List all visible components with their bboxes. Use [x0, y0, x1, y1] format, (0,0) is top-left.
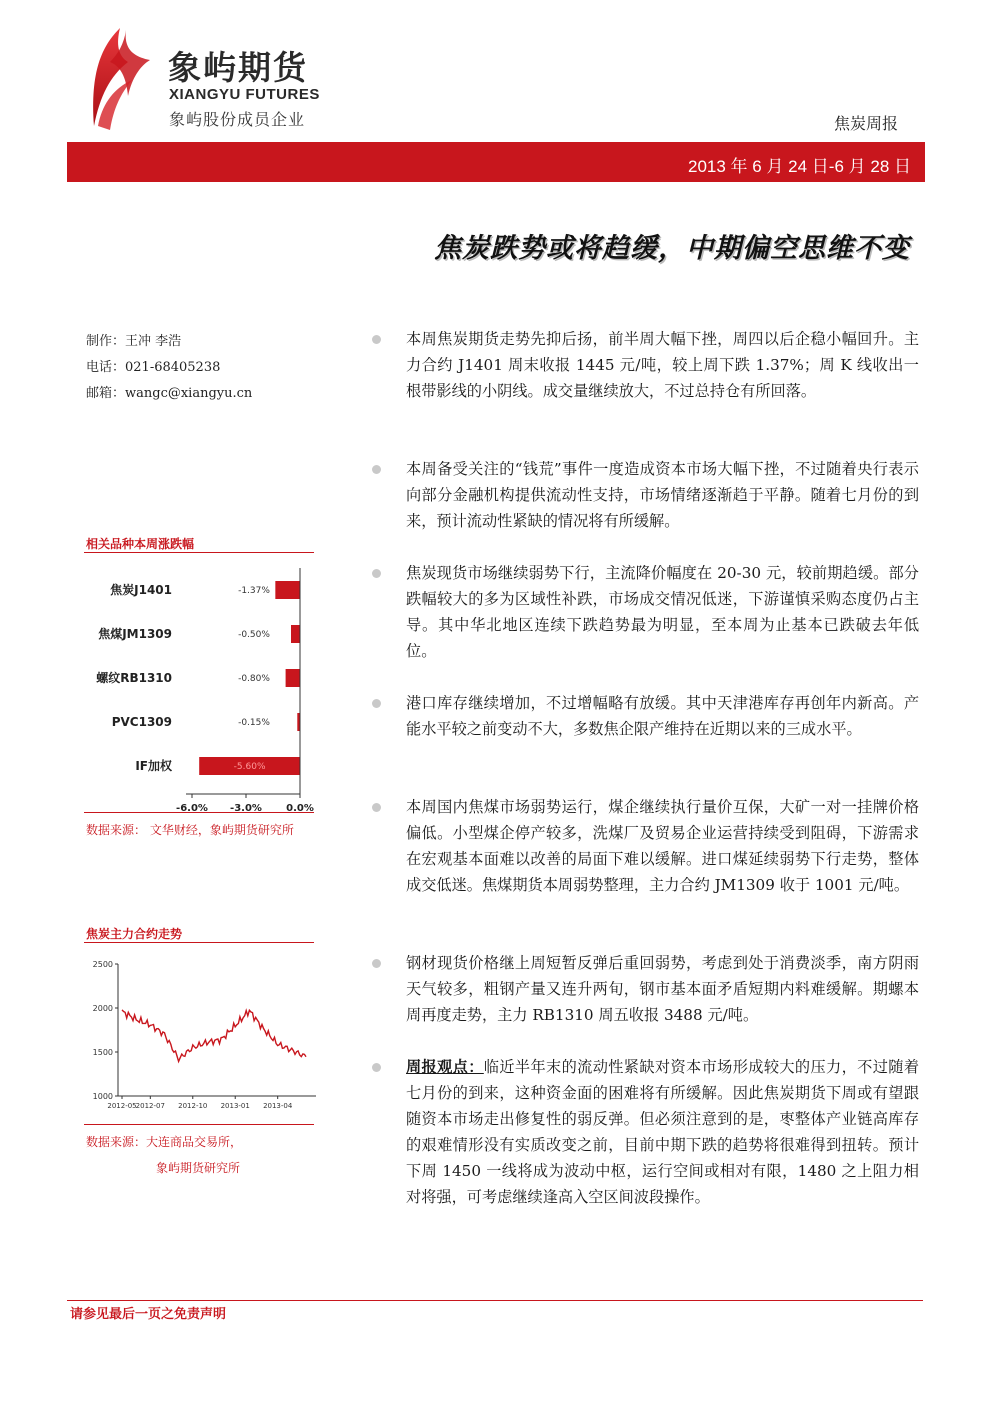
section-divider: [84, 1124, 314, 1125]
bullet-icon: [372, 803, 381, 812]
footer-divider: [67, 1300, 923, 1301]
logo-subtitle: 象屿股份成员企业: [169, 110, 306, 129]
section-divider: [84, 942, 314, 943]
category-label: IF加权: [135, 759, 172, 773]
data-label: -5.60%: [233, 762, 266, 772]
data-label: -0.80%: [238, 674, 270, 684]
y-tick-label: 2000: [92, 1004, 113, 1013]
data-label: -0.50%: [238, 630, 270, 640]
bullet-icon: [372, 569, 381, 578]
disclaimer-note: 请参见最后一页之免责声明: [70, 1307, 227, 1322]
price-trend-source-1: 数据来源：大连商品交易所，: [86, 1135, 243, 1149]
paragraph-3: 焦炭现货市场继续弱势下行，主流降价幅度在 20-30 元，较前期趋缓。部分跌幅较大的多为区域性补跌，市场成交情况低迷，下游谨慎采购态度仍占主导。其中华北地区连续下跌趋势最为明显，至本周为止基本已跌破去年低位。: [406, 564, 919, 660]
y-tick-label: 1500: [92, 1048, 113, 1057]
x-tick-label: -3.0%: [230, 803, 262, 812]
logo-chinese-name: 象屿期货: [168, 48, 308, 87]
data-label: -0.15%: [238, 718, 270, 728]
category-label: 焦煤JM1309: [98, 627, 172, 641]
x-tick-label: 2012-05: [107, 1102, 137, 1110]
page-title: 焦炭跌势或将趋缓，中期偏空思维不变: [434, 233, 910, 264]
weekly-change-source: 数据来源： 文华财经，象屿期货研究所: [86, 823, 294, 837]
paragraph-4: 港口库存继续增加，不过增幅略有放缓。其中天津港库存再创年内新高。产能水平较之前变动不大，多数焦企限产维持在近期以来的三成水平。: [406, 694, 919, 738]
report-type: 焦炭周报: [833, 114, 898, 133]
price-trend-source-2: 象屿期货研究所: [156, 1161, 241, 1175]
y-tick-label: 2500: [92, 960, 113, 969]
bullet-icon: [372, 1063, 381, 1072]
paragraph-1: 本周焦炭期货走势先抑后扬，前半周大幅下挫，周四以后企稳小幅回升。主力合约 J1401 周末收报 1445 元/吨，较上周下跌 1.37%；周 K 线收出一根带影线的小阴线。成交量继续放大，不过总持仓有所回落。: [406, 330, 919, 400]
bar: [286, 669, 300, 687]
category-label: 螺纹RB1310: [96, 671, 172, 685]
x-tick-label: -6.0%: [176, 803, 208, 812]
x-tick-label: 2013-01: [220, 1102, 250, 1110]
x-tick-label: 2012-10: [178, 1102, 208, 1110]
category-label: PVC1309: [111, 715, 172, 729]
logo-english-name: XIANGYU FUTURES: [169, 86, 320, 103]
weekly-change-title: 相关品种本周涨跌幅: [86, 537, 195, 551]
paragraph-5: 本周国内焦煤市场弱势运行，煤企继续执行量价互保，大矿一对一挂牌价格偏低。小型煤企停产较多，洗煤厂及贸易企业运营持续受到阻碍，下游需求在宏观基本面难以改善的局面下难以缓解。进口煤延续弱势下行走势，整体成交低迷。焦煤期货本周弱势整理，主力合约 JM1309 收于 1001 元/吨。: [406, 798, 919, 894]
x-tick-label: 2013-04: [263, 1102, 293, 1110]
bullet-icon: [372, 335, 381, 344]
bar: [275, 581, 300, 599]
x-tick-label: 0.0%: [286, 803, 314, 812]
bullet-icon: [372, 959, 381, 968]
category-label: 焦炭J1401: [110, 583, 172, 597]
author-line: 制作：王冲 李浩: [86, 334, 182, 349]
opinion-text: 临近半年末的流动性紧缺对资本市场形成较大的压力，不过随着七月份的到来，这种资金面的困难将有所缓解。因此焦炭期货下周或有望跟随资本市场走出修复性的弱反弹。但必须注意到的是，枣整体产业链高库存的艰难情形没有实质改变之前，目前中期下跌的趋势将很难得到扭转。预计下周 1450 一线将成为波动中枢，运行空间或相对有限，1480 之上阻力相对将强，可考虑继续逢高入空区间波段操作。: [406, 1058, 920, 1206]
price-trend-chart: [84, 950, 324, 1120]
price-trend-title: 焦炭主力合约走势: [86, 927, 183, 941]
section-divider: [84, 812, 314, 813]
bullet-icon: [372, 465, 381, 474]
paragraph-6: 钢材现货价格继上周短暂反弹后重回弱势，考虑到处于消费淡季，南方阴雨天气较多，粗钢产量又连升两旬，钢市基本面矛盾短期内料难缓解。期螺本周再度走势，主力 RB1310 周五收报 3488 元/吨。: [406, 954, 919, 1024]
report-date-range: 2013 年 6 月 24 日-6 月 28 日: [688, 157, 911, 176]
y-tick-label: 1000: [92, 1092, 113, 1101]
section-divider: [84, 552, 314, 553]
email-line: 邮箱：wangc@xiangyu.cn: [86, 386, 253, 401]
weekly-change-chart: [84, 560, 324, 812]
x-tick-label: 2012-07: [135, 1102, 165, 1110]
bullet-icon: [372, 699, 381, 708]
paragraph-2: 本周备受关注的“钱荒”事件一度造成资本市场大幅下挫，不过随着央行表示向部分金融机构提供流动性支持，市场情绪逐渐趋于平静。随着七月份的到来，预计流动性紧缺的情况将有所缓解。: [406, 460, 919, 530]
date-banner: [67, 142, 925, 182]
data-label: -1.37%: [238, 586, 270, 596]
company-logo-icon: [80, 26, 158, 130]
price-series-line: [122, 1010, 306, 1062]
paragraph-7: [406, 1054, 919, 1210]
opinion-keyword: 周报观点：: [406, 1058, 484, 1076]
bar: [291, 625, 300, 643]
phone-line: 电话：021-68405238: [86, 360, 221, 375]
